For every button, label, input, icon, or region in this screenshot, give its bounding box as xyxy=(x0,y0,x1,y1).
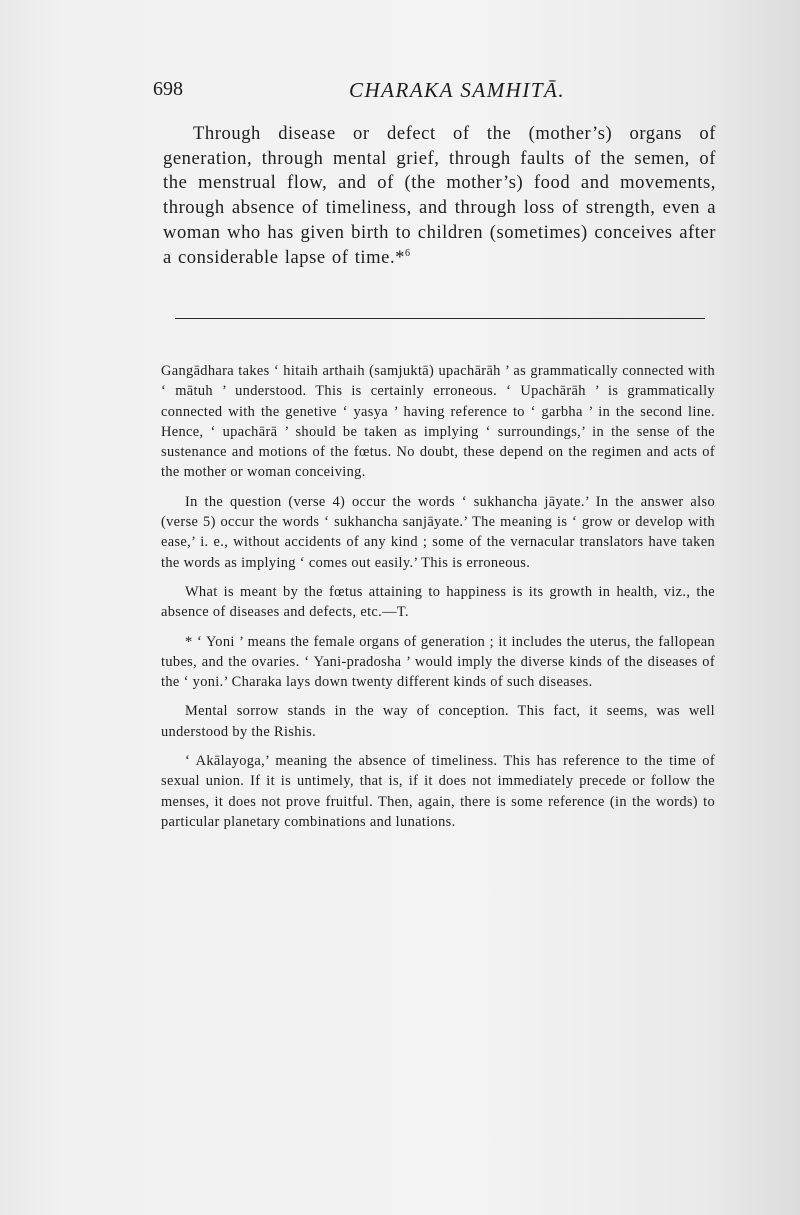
running-head xyxy=(153,78,713,104)
main-verse-translation xyxy=(163,122,716,270)
footnotes xyxy=(161,361,715,841)
running-title: CHARAKA SAMHITĀ. xyxy=(349,78,566,102)
main-verse-text: Through disease or defect of the (mother’s) organs of generation, through mental grief, through faults of the semen, of the menstrual flow, and of (the mother’s) food and movements, through absence of timeliness, and through loss of strength, even a woman who has given birth to children (sometimes) conceives after a considerable lapse of time. xyxy=(163,123,716,268)
note-paragraph: * ‘ Yoni ’ means the female organs of generation ; it includes the uterus, the fallopean tubes, and the ovaries. ‘ Yani-pradosha ’ would imply the diverse kinds of the diseases of the ‘ yoni.’ Charaka lays down twenty different kinds of such diseases. xyxy=(161,633,715,691)
page-number: 698 xyxy=(153,78,183,100)
footnote-divider xyxy=(175,318,705,319)
note-paragraph: Gangādhara takes ‘ hitaih arthaih (samjuktā) upachārāh ’ as grammatically connected with ‘ mātuh ’ understood. This is certainly erroneous. ‘ Upachārāh ’ is grammatically connected with the genetive ‘ yasya ’ having reference to ‘ garbha ’ in the second line. Hence, ‘ upachārā ’ should be taken as implying ‘ surroundings,’ in the sense of the sustenance and motions of the fœtus. No doubt, these depend on the regimen and acts of the mother or woman conceiving. xyxy=(161,363,715,481)
verse-number: 6 xyxy=(405,247,411,259)
footnote-marker: * xyxy=(395,246,406,268)
note-paragraph: In the question (verse 4) occur the words ‘ sukhancha jāyate.’ In the answer also (verse 5) occur the words ‘ sukhancha sanjāyate.’ The meaning is ‘ grow or develop with ease,’ i. e., without accidents of any kind ; some of the vernacular translators have taken the words as implying ‘ comes out easily.’ This is erroneous. xyxy=(161,493,715,571)
note-paragraph: Mental sorrow stands in the way of conception. This fact, it seems, was well understood by the Rishis. xyxy=(161,703,715,740)
note-paragraph: What is meant by the fœtus attaining to happiness is its growth in health, viz., the absence of diseases and defects, etc.—T. xyxy=(161,583,715,621)
note-paragraph: ‘ Akālayoga,’ meaning the absence of timeliness. This has reference to the time of sexual union. If it is untimely, that is, if it does not immediately precede or follow the menses, it does not prove fruitful. Then, again, there is some reference (in the words) to particular planetary combinations and lunations. xyxy=(161,753,715,830)
